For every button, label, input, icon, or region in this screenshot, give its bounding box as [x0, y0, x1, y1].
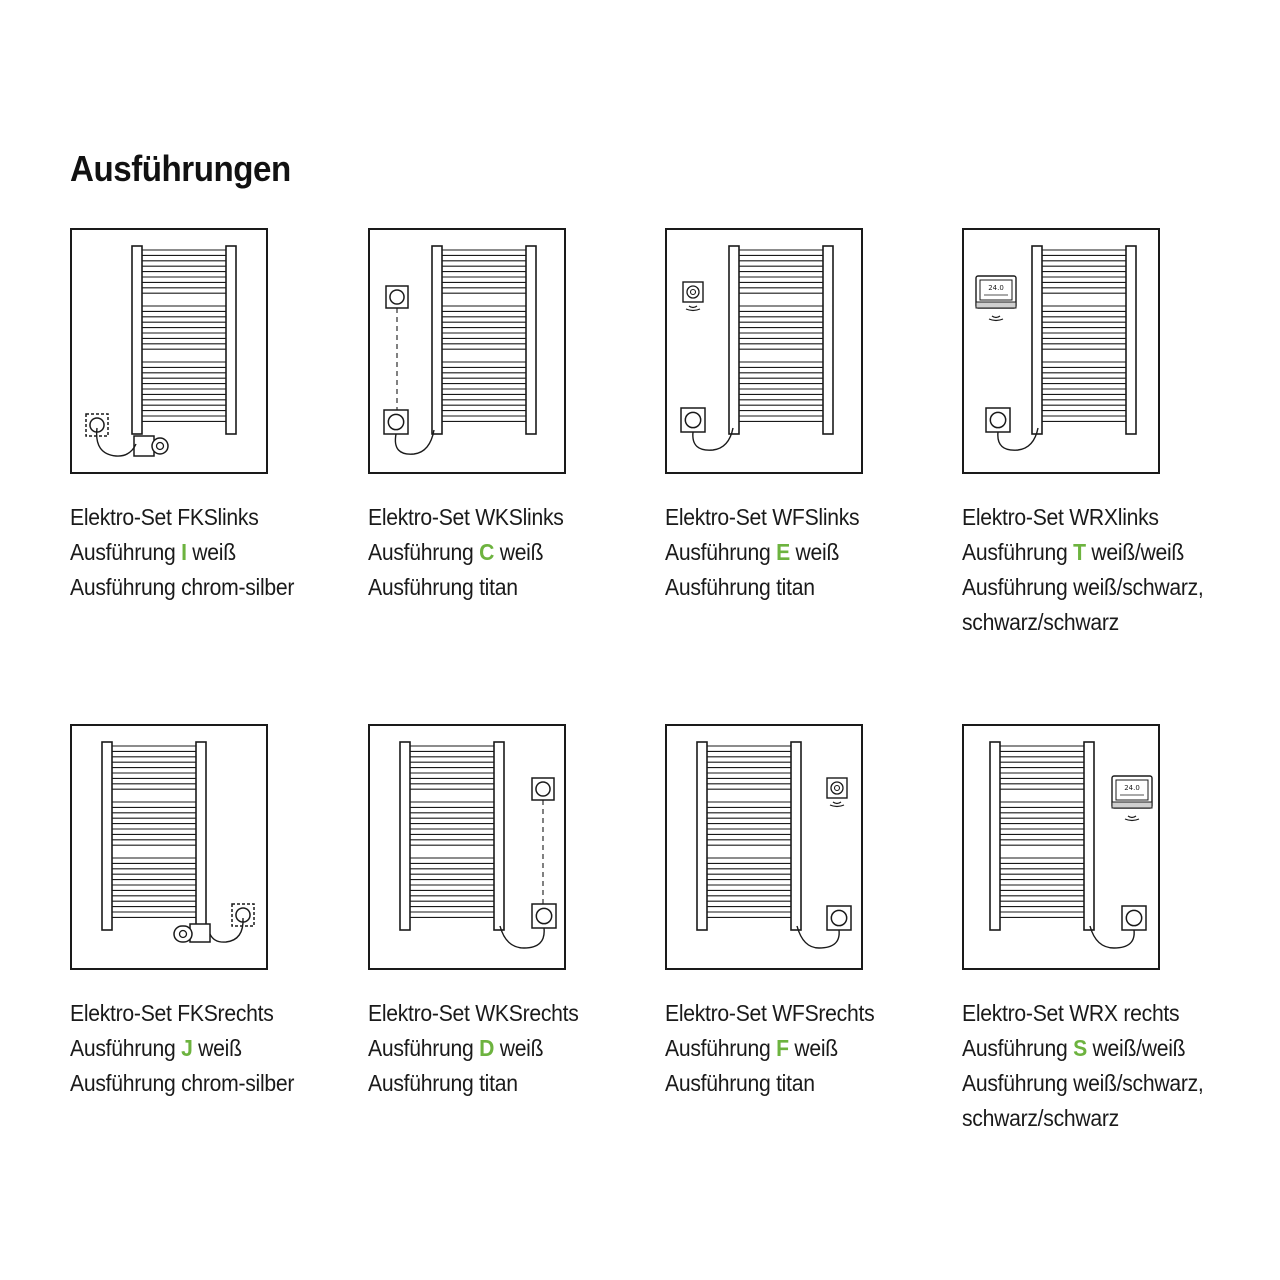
radiator-wfs-right-icon [665, 724, 863, 970]
variant-option-line: Ausführung titan [368, 574, 518, 600]
radiator-body [132, 246, 236, 434]
remote-thermostat-icon [683, 282, 703, 302]
power-cable [500, 926, 544, 948]
variant-option-line: Ausführung titan [368, 1070, 518, 1096]
set-name: Elektro-Set FKSrechts [70, 1000, 274, 1026]
radiator-fks-right-icon [70, 724, 268, 970]
variant-code: C [479, 539, 495, 565]
variant-option-line: Ausführung titan [665, 1070, 815, 1096]
radiator-wfs-left-icon [665, 228, 863, 474]
wireless-signal-icon [830, 802, 844, 807]
set-name: Elektro-Set WKSrechts [368, 1000, 579, 1026]
wireless-signal-icon [989, 316, 1003, 321]
variant-color: weiß [499, 1035, 544, 1061]
radiator-body [432, 246, 536, 434]
set-name: Elektro-Set WRXlinks [962, 504, 1159, 530]
radiator-wrx-left-icon [962, 228, 1160, 474]
variant-color: weiß [192, 539, 236, 565]
variant-option-line: schwarz/schwarz [962, 1105, 1119, 1131]
variant-code: E [776, 539, 790, 565]
digital-thermostat-icon [976, 276, 1016, 308]
variant-code-line [665, 535, 932, 570]
variant-color: weiß [794, 1035, 838, 1061]
wall-socket-icon [681, 408, 705, 432]
radiator-body [697, 742, 801, 930]
page-title: Ausführungen [70, 148, 291, 189]
digital-thermostat-icon [1112, 776, 1152, 808]
radiator-body [102, 742, 206, 930]
variant-prefix: Ausführung [962, 1035, 1068, 1061]
variant-code: T [1073, 539, 1086, 565]
variant-color: weiß/weiß [1091, 539, 1185, 565]
radiator-wks-right-icon [368, 724, 566, 970]
variant-prefix: Ausführung [70, 539, 176, 565]
variant-option-line: Ausführung weiß/schwarz, [962, 1070, 1204, 1096]
variant-color: weiß [795, 539, 840, 565]
control-box-icon [532, 778, 554, 800]
variant-option-line: Ausführung chrom-silber [70, 574, 295, 600]
wall-socket-icon [827, 906, 851, 930]
variant-code-line [962, 535, 1229, 570]
wireless-signal-icon [686, 306, 700, 311]
variant-prefix: Ausführung [962, 539, 1068, 565]
radiator-body [990, 742, 1094, 930]
variant-option-line: Ausführung weiß/schwarz, [962, 574, 1204, 600]
variant-option-line: schwarz/schwarz [962, 609, 1119, 635]
variant-caption [665, 996, 955, 1101]
wall-socket-icon [986, 408, 1010, 432]
variant-code-line [368, 535, 635, 570]
variant-caption [368, 996, 658, 1101]
variant-code-line [665, 1031, 932, 1066]
variant-color: weiß [499, 539, 544, 565]
variant-code-line [70, 1031, 337, 1066]
radiator-body [400, 742, 504, 930]
radiator-body [729, 246, 833, 434]
variant-caption [962, 500, 1252, 640]
display-temperature: 24.0 [988, 284, 1004, 292]
set-name: Elektro-Set WFSrechts [665, 1000, 875, 1026]
heating-element-icon [134, 436, 168, 456]
remote-thermostat-icon [827, 778, 847, 798]
variant-option-line: Ausführung chrom-silber [70, 1070, 295, 1096]
variant-code-line [70, 535, 337, 570]
radiator-fks-left-icon [70, 228, 268, 474]
variant-caption [962, 996, 1252, 1136]
variant-code: F [776, 1035, 789, 1061]
variant-caption [70, 996, 360, 1101]
wall-socket-icon [384, 410, 408, 434]
wireless-signal-icon [1125, 816, 1139, 821]
wall-socket-icon [532, 904, 556, 928]
variant-caption [665, 500, 955, 605]
variant-option-line: Ausführung titan [665, 574, 815, 600]
variant-code-line [962, 1031, 1229, 1066]
control-box-icon [386, 286, 408, 308]
variant-color: weiß/weiß [1092, 1035, 1186, 1061]
variant-code: I [181, 539, 187, 565]
variant-code: D [479, 1035, 495, 1061]
variant-prefix: Ausführung [665, 1035, 771, 1061]
set-name: Elektro-Set WKSlinks [368, 504, 564, 530]
variant-prefix: Ausführung [665, 539, 771, 565]
heating-element-icon [174, 924, 210, 942]
variant-caption [70, 500, 360, 605]
variant-code: J [181, 1035, 193, 1061]
variant-prefix: Ausführung [368, 1035, 474, 1061]
radiator-wks-left-icon [368, 228, 566, 474]
radiator-wrx-right-icon [962, 724, 1160, 970]
radiator-body [1032, 246, 1136, 434]
variant-caption [368, 500, 658, 605]
set-name: Elektro-Set WRX rechts [962, 1000, 1180, 1026]
variant-prefix: Ausführung [70, 1035, 176, 1061]
set-name: Elektro-Set FKSlinks [70, 504, 259, 530]
variant-code: S [1073, 1035, 1087, 1061]
variant-color: weiß [198, 1035, 242, 1061]
display-temperature: 24.0 [1124, 784, 1140, 792]
set-name: Elektro-Set WFSlinks [665, 504, 860, 530]
wall-socket-icon [1122, 906, 1146, 930]
variant-code-line [368, 1031, 635, 1066]
variant-prefix: Ausführung [368, 539, 474, 565]
